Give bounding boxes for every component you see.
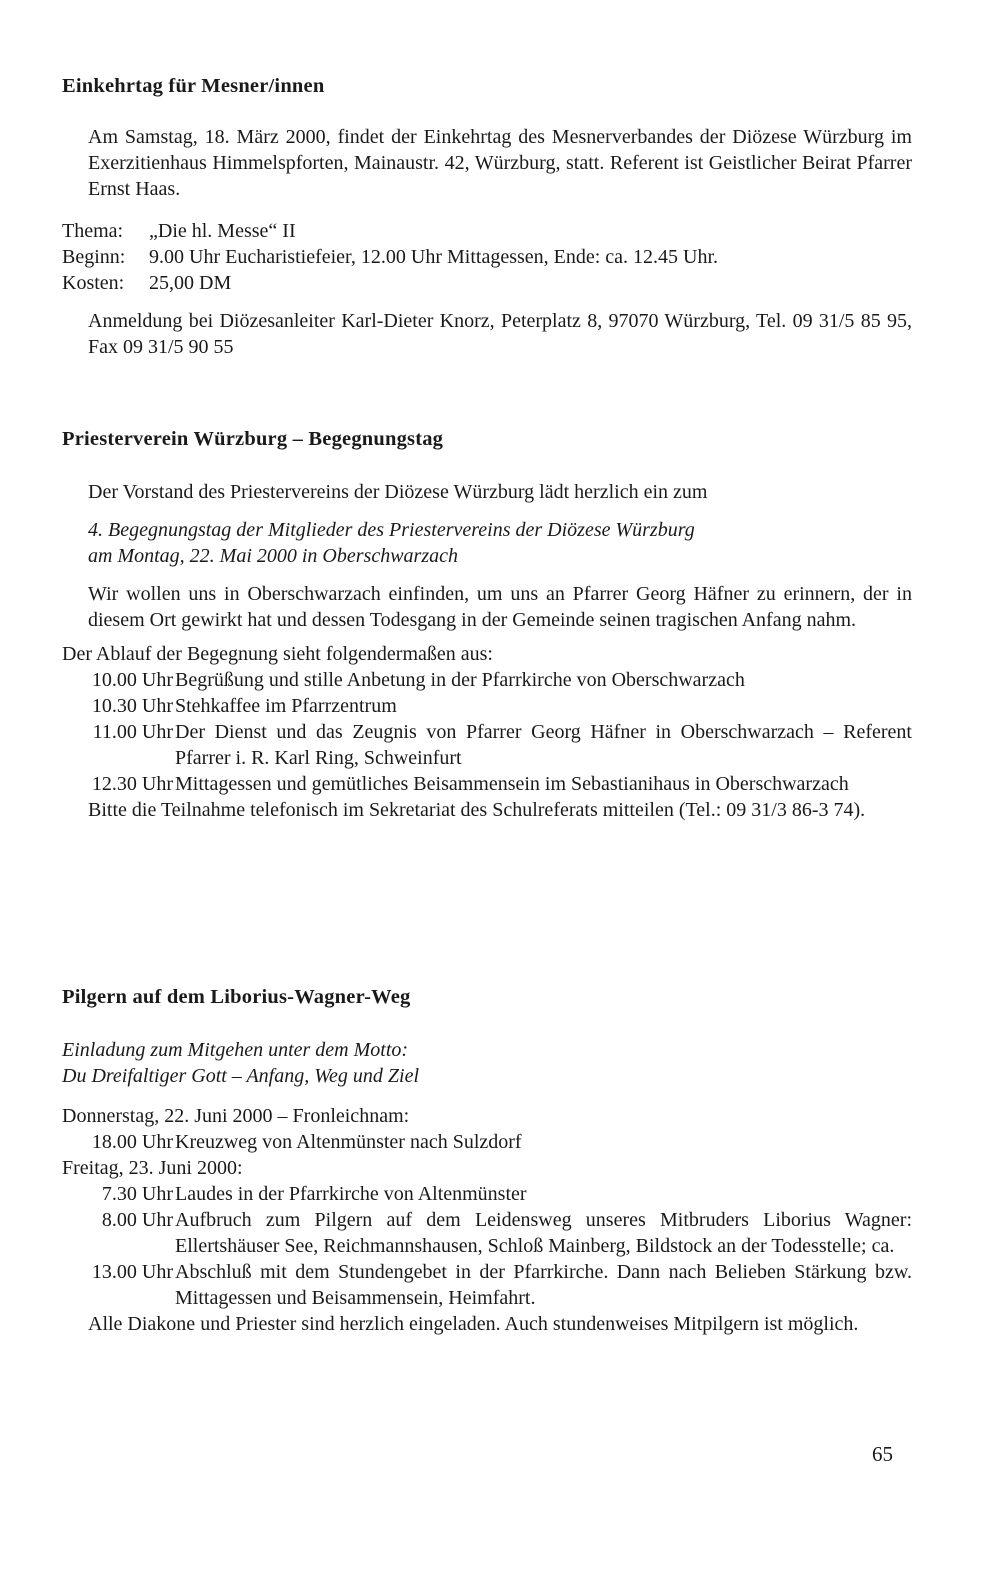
- schedule-row: [62, 1207, 912, 1259]
- event-title-line: 4. Begegnungstag der Mitglieder des Priestervereins der Diözese Würzburg: [88, 519, 695, 541]
- section-intro: Der Vorstand des Priestervereins der Diözese Würzburg lädt herzlich ein zum: [88, 481, 708, 503]
- schedule-table: [62, 667, 912, 797]
- details-table: [62, 218, 912, 296]
- day-heading: Freitag, 23. Juni 2000:: [62, 1157, 243, 1179]
- section-intro: Am Samstag, 18. März 2000, findet der Einkehrtag des Mesnerverbandes der Diözese Würzburg im Exerzitienhaus Himmelspforten, Mainaustr. 42, Würzburg, statt. Referent ist Geistlicher Beirat Pfarrer Ernst Haas.: [88, 126, 912, 200]
- detail-row: [62, 244, 912, 270]
- schedule-time: 13.00 Uhr: [91, 1261, 173, 1283]
- motto-line: Du Dreifaltiger Gott – Anfang, Weg und Ziel: [62, 1065, 420, 1087]
- closing-note: Bitte die Teilnahme telefonisch im Sekretariat des Schulreferats mitteilen (Tel.: 09 31/3 86-3 74).: [88, 799, 866, 821]
- detail-row: [62, 270, 912, 296]
- motto-line: Einladung zum Mitgehen unter dem Motto:: [62, 1039, 409, 1061]
- detail-label: Beginn:: [62, 246, 126, 268]
- schedule-time: 8.00 Uhr: [101, 1209, 173, 1231]
- schedule-row: [62, 719, 912, 771]
- schedule-time: 18.00 Uhr: [91, 1131, 173, 1153]
- section-pilgern: [62, 984, 912, 1337]
- section-body: Wir wollen uns in Oberschwarzach einfinden, um uns an Pfarrer Georg Häfner zu erinnern, der in diesem Ort gewirkt hat und dessen Todesgang in der Gemeinde seinen tragischen Anfang nahm.: [88, 583, 912, 631]
- schedule-time: 10.00 Uhr: [91, 669, 173, 691]
- detail-value: 25,00 DM: [149, 272, 232, 294]
- schedule-row: [62, 693, 912, 719]
- detail-label: Kosten:: [62, 272, 125, 294]
- section-einkehrtag: [62, 73, 912, 360]
- schedule-table: [62, 1129, 912, 1155]
- schedule-time: 11.00 Uhr: [92, 721, 173, 743]
- registration-info: Anmeldung bei Diözesanleiter Karl-Dieter Knorz, Peterplatz 8, 97070 Würzburg, Tel. 09 31/5 85 95, Fax 09 31/5 90 55: [88, 310, 912, 358]
- closing-note: Alle Diakone und Priester sind herzlich eingeladen. Auch stundenweises Mitpilgern ist möglich.: [88, 1313, 859, 1335]
- schedule-text: Abschluß mit dem Stundengebet in der Pfarrkirche. Dann nach Belieben Stärkung bzw. Mittagessen und Beisammensein, Heimfahrt.: [175, 1261, 912, 1309]
- detail-value: 9.00 Uhr Eucharistiefeier, 12.00 Uhr Mittagessen, Ende: ca. 12.45 Uhr.: [149, 246, 719, 268]
- detail-row: [62, 218, 912, 244]
- schedule-table: [62, 1181, 912, 1311]
- schedule-row: [62, 1129, 912, 1155]
- page-number: 65: [872, 1442, 893, 1466]
- schedule-text: Laudes in der Pfarrkirche von Altenmünster: [175, 1183, 527, 1205]
- detail-value: „Die hl. Messe“ II: [149, 220, 296, 242]
- schedule-time: 12.30 Uhr: [91, 773, 173, 795]
- schedule-row: [62, 667, 912, 693]
- day-heading: Donnerstag, 22. Juni 2000 – Fronleichnam:: [62, 1105, 410, 1127]
- section-title: Einkehrtag für Mesner/innen: [62, 75, 325, 97]
- schedule-text: Der Dienst und das Zeugnis von Pfarrer Georg Häfner in Oberschwarzach – Referent Pfarrer i. R. Karl Ring, Schweinfurt: [175, 721, 912, 769]
- schedule-row: [62, 1181, 912, 1207]
- schedule-intro: Der Ablauf der Begegnung sieht folgendermaßen aus:: [62, 643, 493, 665]
- detail-label: Thema:: [62, 220, 124, 242]
- event-date-line: am Montag, 22. Mai 2000 in Oberschwarzach: [88, 545, 458, 567]
- schedule-text: Aufbruch zum Pilgern auf dem Leidensweg unseres Mitbruders Liborius Wagner: Ellertshäuser See, Reichmannshausen, Schloß Mainberg, Bildstock an der Todesstelle; ca.: [175, 1209, 912, 1257]
- schedule-text: Begrüßung und stille Anbetung in der Pfarrkirche von Oberschwarzach: [175, 669, 745, 691]
- schedule-time: 7.30 Uhr: [101, 1183, 173, 1205]
- schedule-text: Mittagessen und gemütliches Beisammensein im Sebastianihaus in Oberschwarzach: [175, 773, 849, 795]
- schedule-text: Stehkaffee im Pfarrzentrum: [175, 695, 397, 717]
- schedule-row: [62, 1259, 912, 1311]
- schedule-text: Kreuzweg von Altenmünster nach Sulzdorf: [175, 1131, 522, 1153]
- section-title: Priesterverein Würzburg – Begegnungstag: [62, 428, 444, 450]
- section-title: Pilgern auf dem Liborius-Wagner-Weg: [62, 986, 411, 1008]
- section-priesterverein: [62, 426, 912, 823]
- schedule-row: [62, 771, 912, 797]
- schedule-time: 10.30 Uhr: [91, 695, 173, 717]
